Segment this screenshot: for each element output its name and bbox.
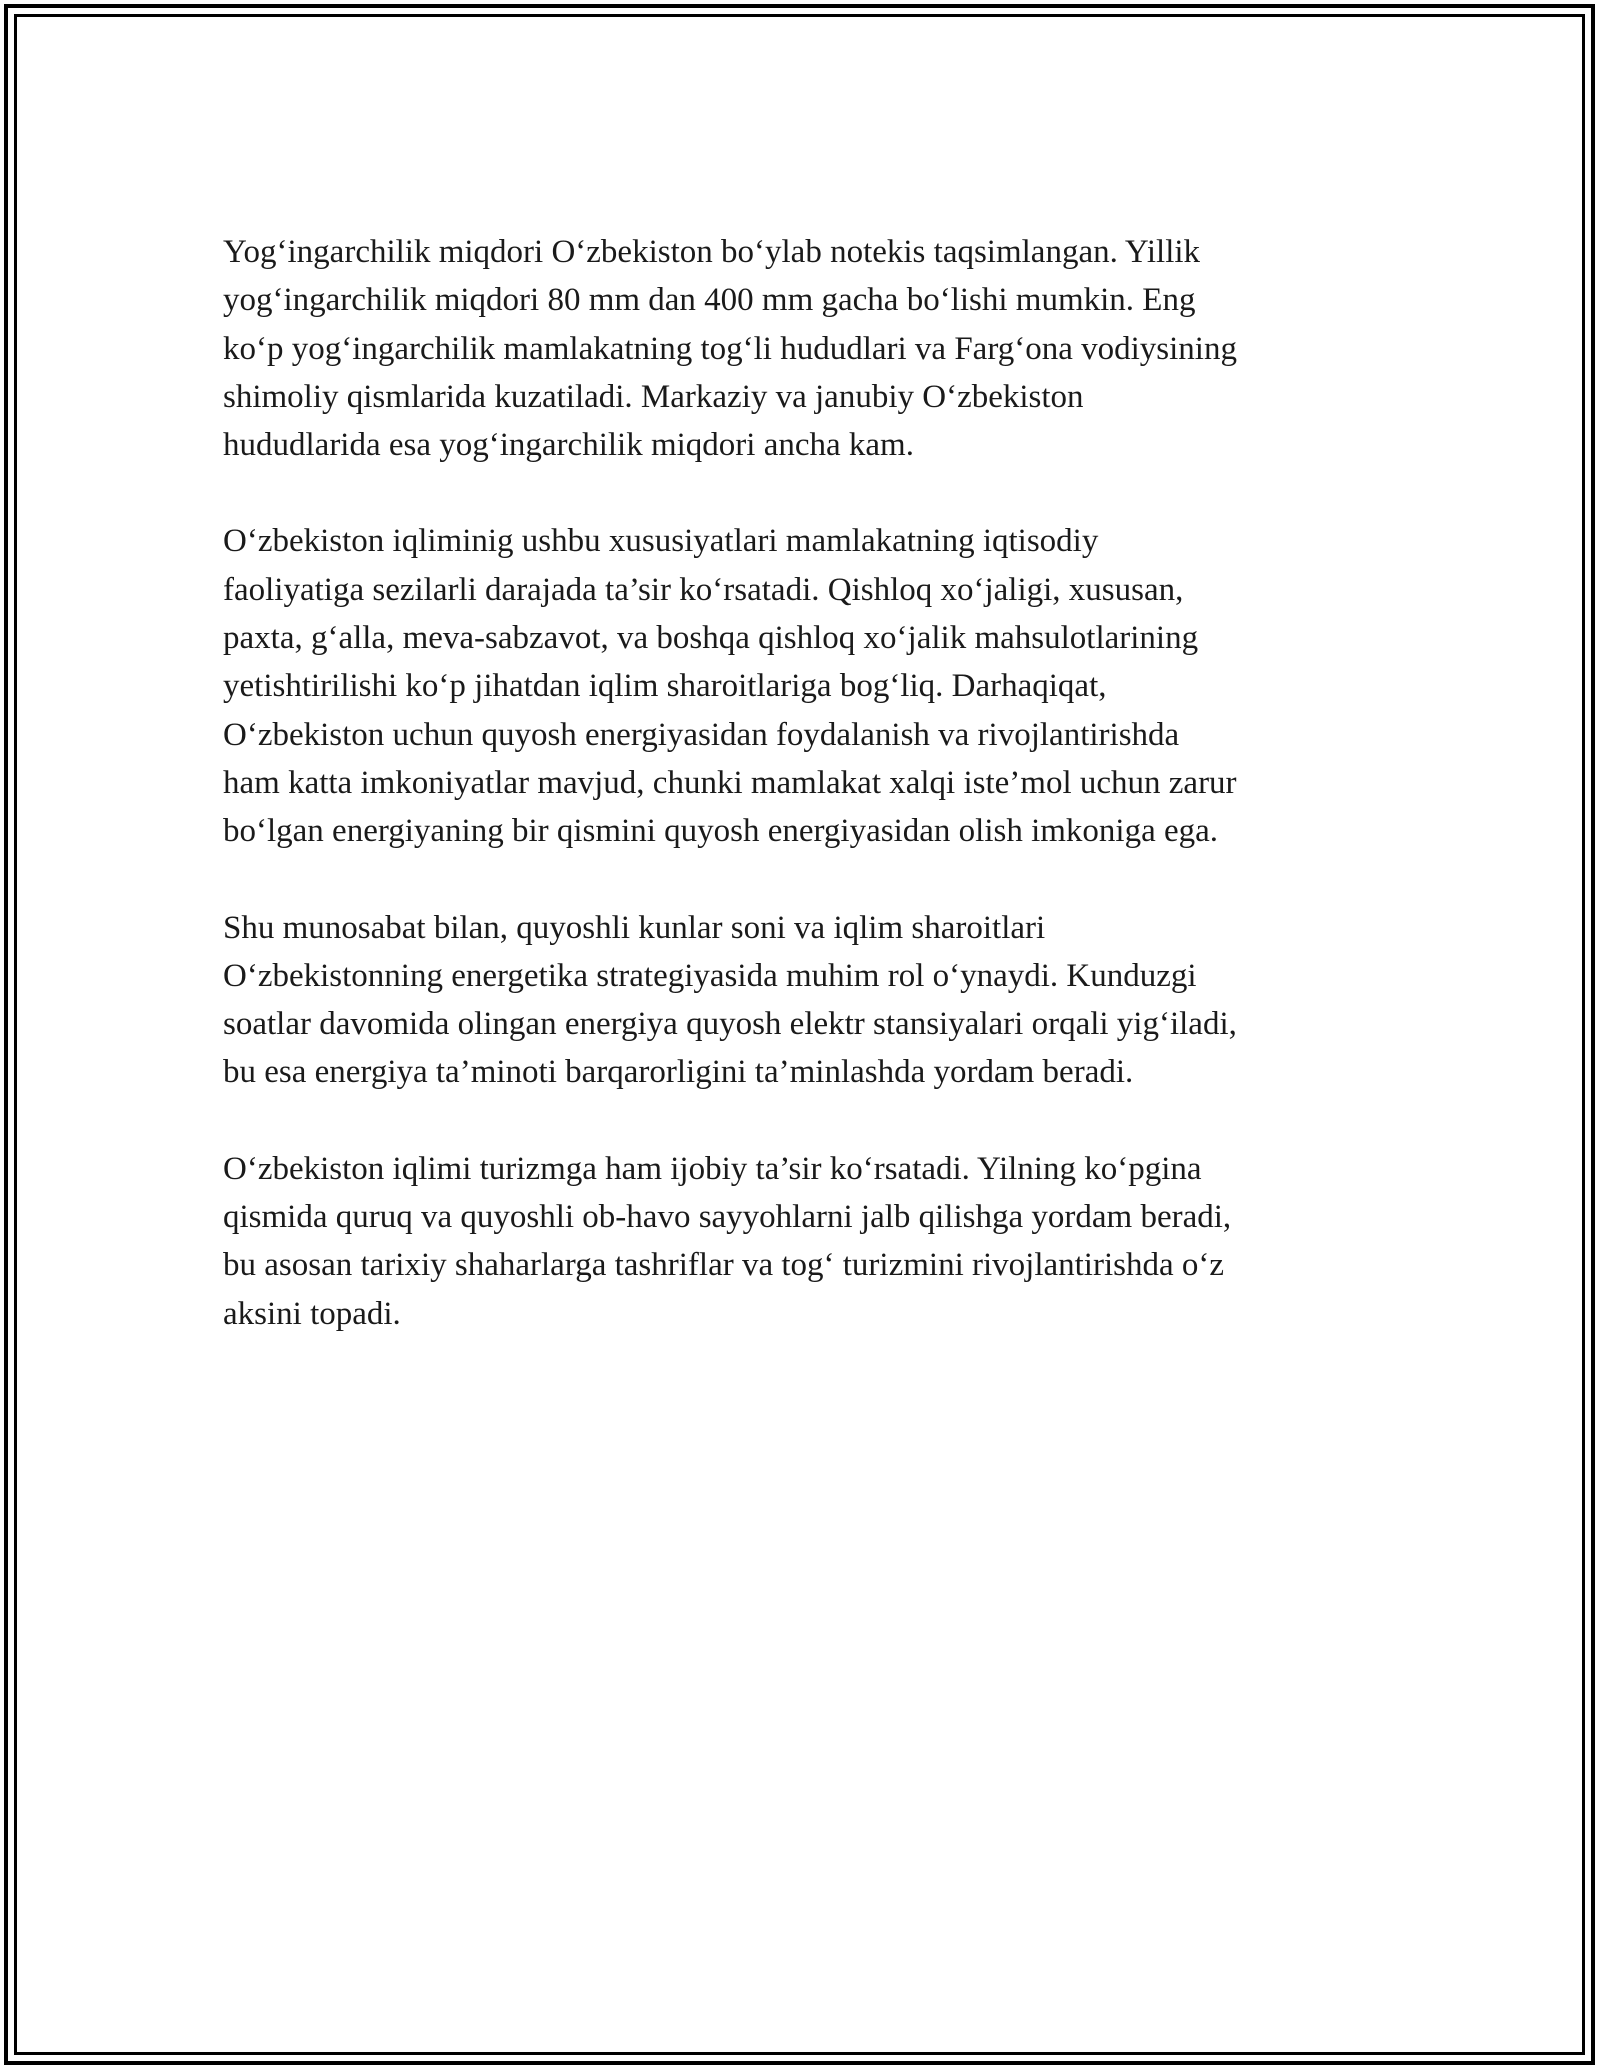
paragraph-tourism: O‘zbekiston iqlimi turizmga ham ijobiy ta’sir ko‘rsatadi. Yilning ko‘pgina qismida quruq va quyoshli ob-havo sayyohlarni jalb qilishga yordam beradi, bu asosan tarixiy shaharlarga tashriflar va tog‘ turizmini rivojlantirishda o‘z aksini topadi. bbox=[223, 1150, 1232, 1332]
document-body bbox=[223, 228, 1363, 1386]
paragraph-precipitation: Yog‘ingarchilik miqdori O‘zbekiston bo‘ylab notekis taqsimlangan. Yillik yog‘ingarchilik miqdori 80 mm dan 400 mm gacha bo‘lishi mumkin. Eng ko‘p yog‘ingarchilik mamlakatning tog‘li hududlari va Farg‘ona vodiysining shimoliy qismlarida kuzatiladi. Markaziy va janubiy O‘zbekiston hududlarida esa yog‘ingarchilik miqdori ancha kam. bbox=[223, 234, 1237, 464]
paragraph-energy: Shu munosabat bilan, quyoshli kunlar soni va iqlim sharoitlari O‘zbekistonning energetika strategiyasida muhim rol o‘ynaydi. Kunduzgi soatlar davomida olingan energiya quyosh elektr stansiyalari orqali yig‘iladi, bu esa energiya ta’minoti barqarorligini ta’minlashda yordam beradi. bbox=[223, 909, 1237, 1091]
paragraph-economy: O‘zbekiston iqliminig ushbu xususiyatlari mamlakatning iqtisodiy faoliyatiga sezilarli darajada ta’sir ko‘rsatadi. Qishloq xo‘jaligi, xususan, paxta, g‘alla, meva-sabzavot, va boshqa qishloq xo‘jalik mahsulotlarining yetishtirilishi ko‘p jihatdan iqlim sharoitlariga bog‘liq. Darhaqiqat, O‘zbekiston uchun quyosh energiyasidan foydalanish va rivojlantirishda ham katta imkoniyatlar mavjud, chunki mamlakat xalqi iste’mol uchun zarur bo‘lgan energiyaning bir qismini quyosh energiyasidan olish imkoniga ega. bbox=[223, 523, 1237, 850]
